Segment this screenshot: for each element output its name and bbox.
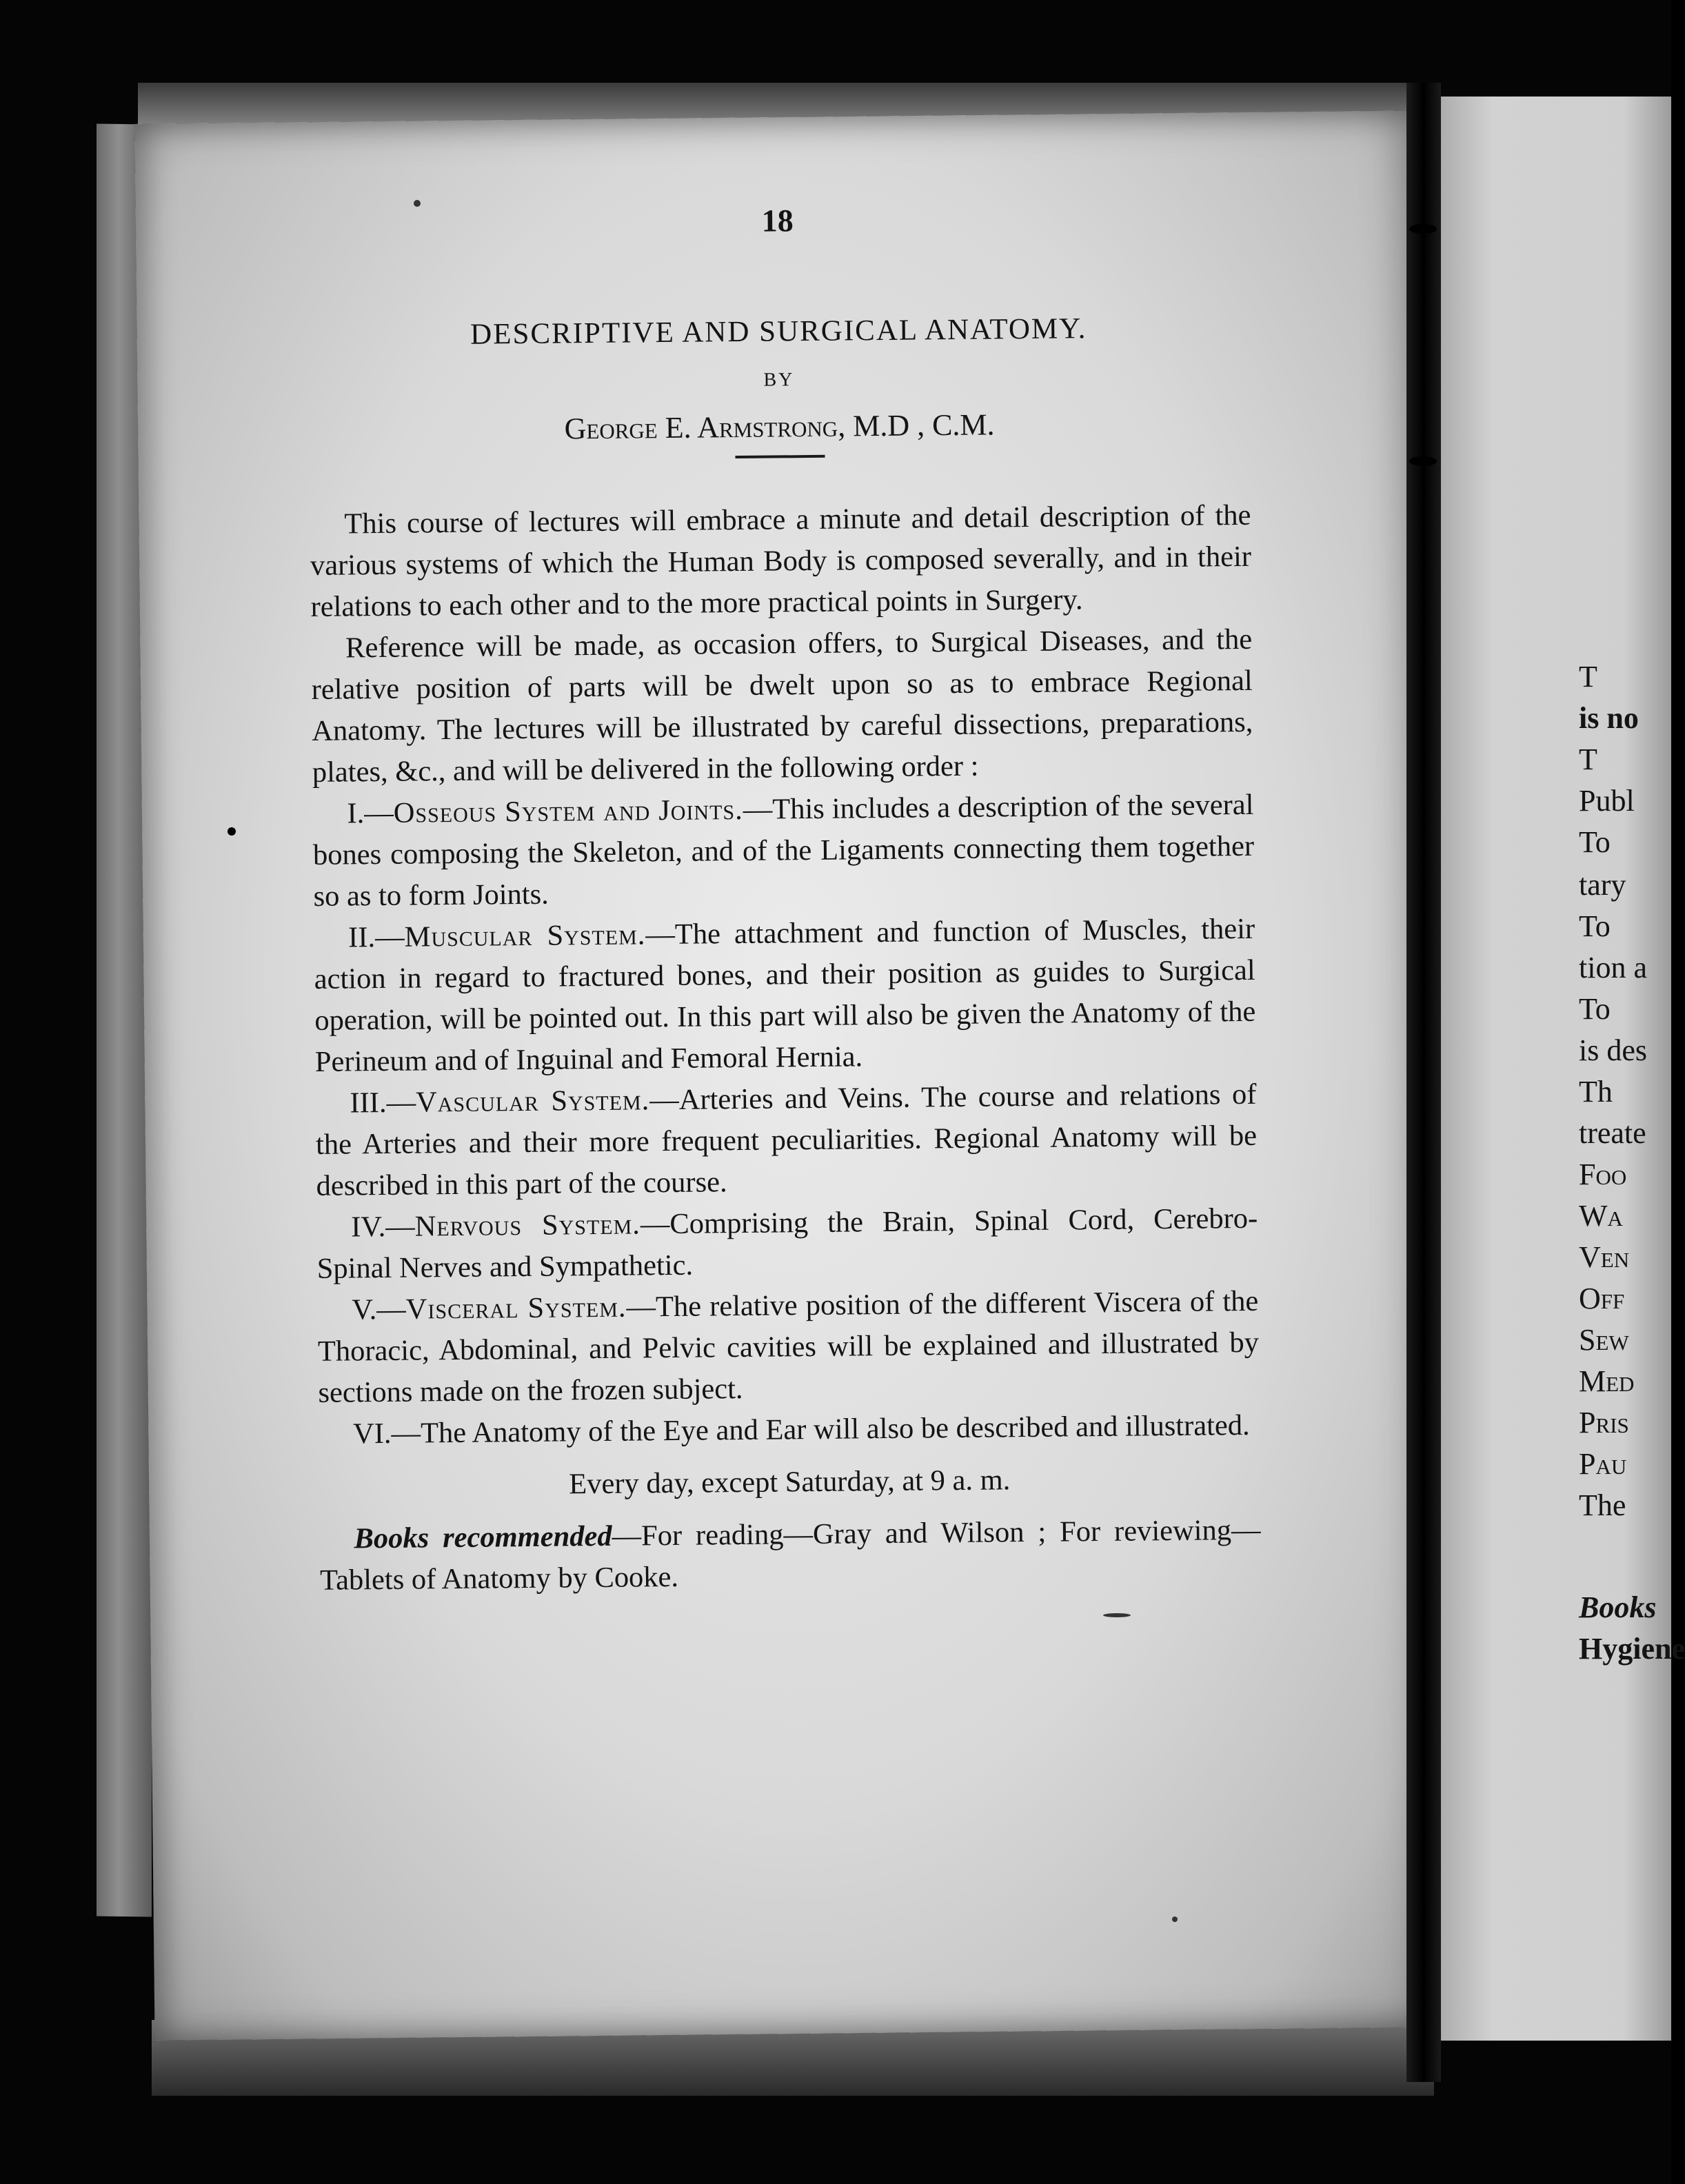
section-vascular (315, 1074, 1258, 1207)
section-osseous (312, 785, 1255, 918)
right-page-fragment: To (1579, 992, 1611, 1026)
right-page-fragment: The (1579, 1488, 1626, 1522)
section-title: Muscular System. (404, 918, 646, 953)
right-page-fragment: T (1579, 660, 1597, 694)
section-numeral: II.— (347, 920, 405, 954)
author-name: George E. Armstrong, M.D , C.M. (564, 407, 995, 446)
section-muscular (314, 909, 1256, 1083)
binding-stitch (1409, 224, 1437, 234)
section-text: —The attachment and function of Muscles, their action in regard to fractured bones, and their position as guides to Surgical operation, will be pointed out. In this part will also be given the Anatomy of the Perineum and of Inguinal and Femoral Hernia. (314, 912, 1256, 1078)
scan-speck (228, 827, 236, 836)
right-page-fragment: Pris (1579, 1406, 1629, 1439)
section-nervous (316, 1198, 1258, 1290)
section-numeral: VI.— (352, 1417, 421, 1450)
binding-stitch (1409, 456, 1437, 466)
section-text: —Comprising the Brain, Spinal Cord, Cerebro-Spinal Nerves and Sympathetic. (316, 1202, 1258, 1285)
right-page (1434, 97, 1685, 2041)
books-text: —For reading—Gray and Wilson ; For reviewing—Tablets of Anatomy by Cooke. (319, 1513, 1261, 1597)
page-heading: DESCRIPTIVE AND SURGICAL ANATOMY. (470, 312, 1087, 351)
right-page-fragment: Off (1579, 1282, 1625, 1315)
page-number: 18 (761, 203, 794, 239)
heading-rule (735, 455, 825, 458)
section-text: —Arteries and Veins. The course and relations of the Arteries and their more frequent peculiarities. Regional Anatomy will be described in this part of the course. (315, 1078, 1258, 1202)
right-page-fragment: To (1579, 825, 1611, 859)
section-title: Osseous System and Joints. (393, 793, 743, 829)
section-title: Visceral System. (405, 1291, 627, 1326)
right-page-fragment: Foo (1579, 1157, 1627, 1191)
scan-speck (1172, 1917, 1178, 1922)
section-text: —This includes a description of the several bones composing the Skeleton, and of the Ligaments connecting them together so as to form Joints. (312, 788, 1255, 913)
section-title: Nervous System. (414, 1208, 641, 1243)
section-numeral: III.— (350, 1086, 416, 1120)
section-eye-ear (319, 1405, 1260, 1455)
right-page-fragment: tary (1579, 868, 1626, 902)
byline-by: BY (763, 369, 795, 391)
reference-paragraph: Reference will be made, as occasion offers, to Surgical Diseases, and the relative position of parts will be dwelt upon so as to embrace Regional Anatomy. The lectures will be illustrated by careful dissections, preparations, plates, &c., and will be delivered in the following order : (311, 623, 1253, 789)
section-text: The Anatomy of the Eye and Ear will also be described and illustrated. (420, 1408, 1250, 1450)
scan-speck (414, 200, 421, 207)
intro-paragraph: This course of lectures will embrace a minute and detail description of the various systems of which the Human Body is composed severally, and in their relations to each other and to the more practical points in Surgery. (310, 498, 1252, 623)
right-page-fragment: Sew (1579, 1323, 1629, 1357)
section-visceral (317, 1281, 1260, 1414)
right-page-fragment: Wa (1579, 1199, 1623, 1233)
section-numeral: V.— (352, 1293, 406, 1326)
right-page-fragment: Publ (1579, 784, 1635, 818)
right-page-fragment: is no (1579, 701, 1639, 735)
right-page-fragment: Books (1579, 1590, 1657, 1624)
book-gutter (1406, 83, 1441, 2082)
right-page-fragment: To (1579, 909, 1611, 943)
scan-speck (1103, 1613, 1131, 1617)
section-numeral: I.— (347, 796, 394, 830)
right-page-fragment: T (1579, 742, 1597, 776)
books-label: Books recommended (354, 1519, 612, 1555)
right-page-fragment: Pau (1579, 1447, 1627, 1481)
books-recommended (319, 1510, 1261, 1601)
right-page-fragment: Hygiene (1579, 1632, 1685, 1666)
right-page-fragment: is des (1579, 1033, 1647, 1067)
right-page-fragment: Ven (1579, 1240, 1630, 1274)
page-text-block (307, 198, 1261, 1601)
section-text: —The relative position of the different Viscera of the Thoracic, Abdominal, and Pelvic cavities will be explained and illustrated by sections made on the frozen subject. (317, 1284, 1260, 1409)
right-page-fragment: Med (1579, 1364, 1635, 1398)
right-page-fragment: treate (1579, 1116, 1646, 1150)
schedule-line: Every day, except Saturday, at 9 a. m. (569, 1464, 1011, 1501)
right-page-fragment: tion a (1579, 951, 1647, 984)
section-title: Vascular System. (415, 1084, 650, 1119)
section-numeral: IV.— (350, 1210, 415, 1244)
right-page-fragment: Th (1579, 1075, 1613, 1109)
